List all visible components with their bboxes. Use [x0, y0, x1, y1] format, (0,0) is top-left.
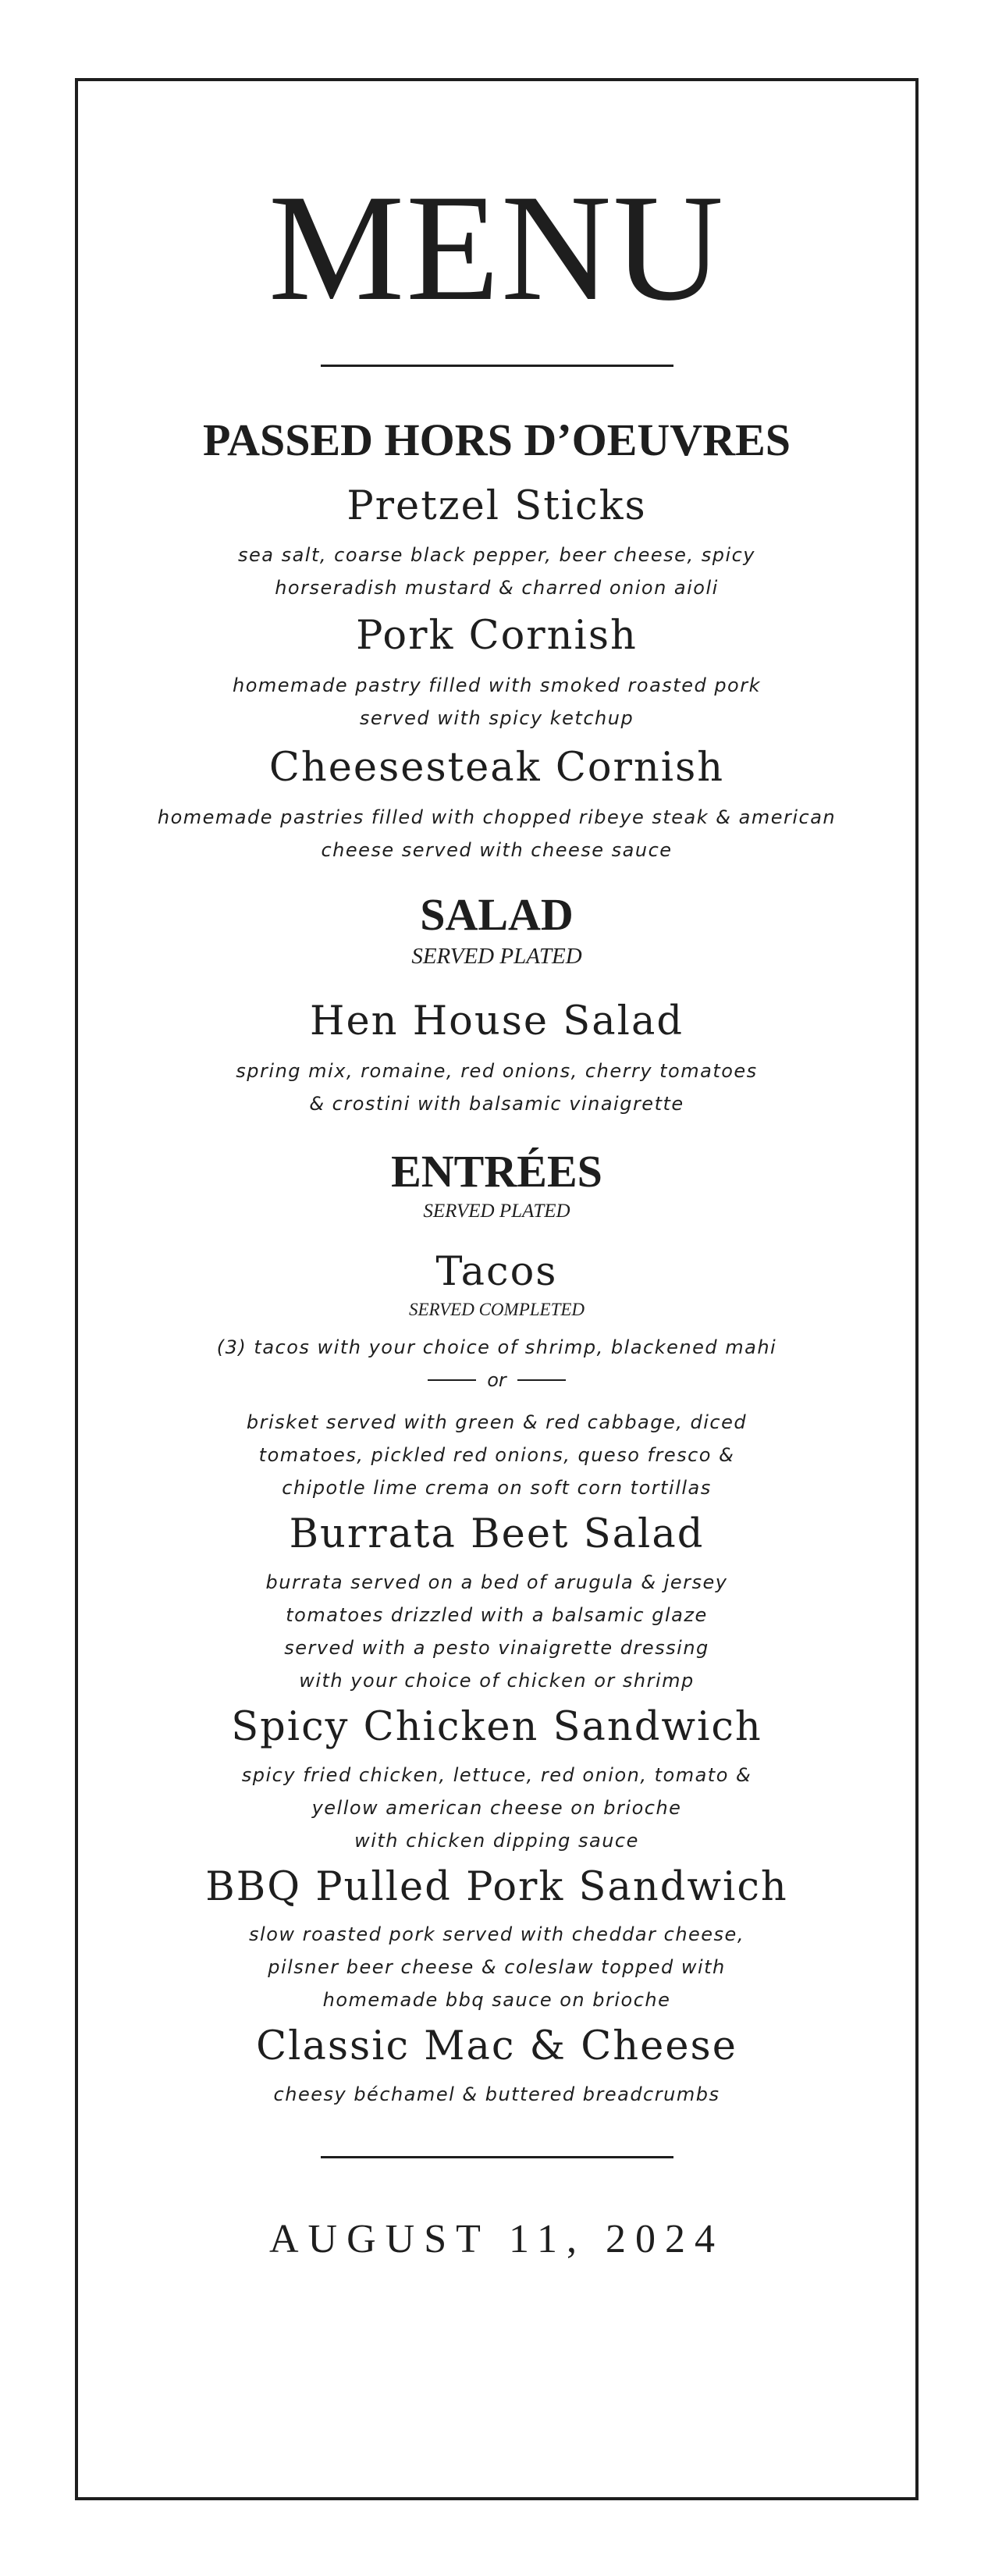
item-desc-line: with your choice of chicken or shrimp: [299, 1669, 695, 1692]
or-separator-text: or: [487, 1369, 506, 1392]
section-title-salad: SALAD: [420, 888, 574, 940]
item-desc-line: cheese served with cheese sauce: [321, 838, 673, 861]
item-desc-line: chipotle lime crema on soft corn tortillas: [282, 1477, 712, 1500]
menu-card: [75, 78, 919, 2260]
item-desc-line: spring mix, romaine, red onions, cherry tomatoes: [236, 1059, 758, 1082]
item-name-hen-house-salad: Hen House Salad: [309, 998, 684, 1045]
or-separator: [75, 1364, 919, 1397]
menu-title: MENU: [268, 163, 726, 333]
item-name-pretzel-sticks: Pretzel Sticks: [346, 482, 647, 529]
section-subtitle-entrees: SERVED PLATED: [423, 1200, 570, 1222]
item-name-spicy-chicken-sandwich: Spicy Chicken Sandwich: [231, 1703, 762, 1750]
item-name-cheesesteak-cornish: Cheesesteak Cornish: [268, 745, 725, 792]
item-name-burrata-beet-salad: Burrata Beet Salad: [289, 1511, 705, 1558]
item-desc-line: tomatoes, pickled red onions, queso fresco &: [258, 1444, 735, 1467]
item-desc-line: (3) tacos with your choice of shrimp, blackened mahi: [216, 1336, 777, 1359]
item-desc-line: cheesy béchamel & buttered breadcrumbs: [273, 2083, 720, 2105]
item-desc-line: homemade bbq sauce on brioche: [322, 1989, 671, 2012]
item-desc-line: yellow american cheese on brioche: [311, 1796, 682, 1819]
item-desc-line: spicy fried chicken, lettuce, red onion, tomato &: [241, 1763, 752, 1786]
item-desc-line: & crostini with balsamic vinaigrette: [309, 1092, 684, 1115]
divider-top: [321, 365, 673, 367]
item-desc-line: sea salt, coarse black pepper, beer cheese, spicy: [237, 544, 756, 567]
or-separator-line-right: [517, 1379, 566, 1381]
item-desc-line: with chicken dipping sauce: [354, 1829, 639, 1852]
section-subtitle-salad: SERVED PLATED: [411, 943, 582, 969]
item-desc-line: tomatoes drizzled with a balsamic glaze: [286, 1603, 708, 1626]
item-desc-line: served with a pesto vinaigrette dressing: [284, 1636, 709, 1659]
item-note-tacos: SERVED COMPLETED: [408, 1300, 585, 1320]
item-desc-line: homemade pastries filled with chopped ribeye steak & american: [157, 806, 837, 828]
item-name-pork-cornish: Pork Cornish: [356, 613, 638, 660]
item-desc-line: burrata served on a bed of arugula & jersey: [265, 1571, 728, 1593]
item-name-bbq-pulled-pork-sandwich: BBQ Pulled Pork Sandwich: [205, 1863, 788, 1910]
or-separator-line-left: [428, 1379, 476, 1381]
item-name-classic-mac-cheese: Classic Mac & Cheese: [256, 2023, 737, 2070]
divider-bottom: [321, 2156, 673, 2158]
section-title-entrees: ENTRÉES: [391, 1145, 602, 1197]
item-desc-line: served with spicy ketchup: [359, 707, 634, 730]
item-desc-line: homemade pastry filled with smoked roasted pork: [232, 674, 761, 697]
item-desc-line: brisket served with green & red cabbage, diced: [246, 1411, 748, 1434]
item-desc-line: pilsner beer cheese & coleslaw topped with: [268, 1956, 726, 1979]
event-date: AUGUST 11, 2024: [268, 2216, 725, 2261]
item-desc-line: slow roasted pork served with cheddar cheese,: [249, 1923, 744, 1946]
item-name-tacos: Tacos: [435, 1248, 558, 1295]
section-title-hors-doeuvres: PASSED HORS D’OEUVRES: [202, 415, 791, 465]
item-desc-line: horseradish mustard & charred onion aioli: [275, 577, 719, 600]
